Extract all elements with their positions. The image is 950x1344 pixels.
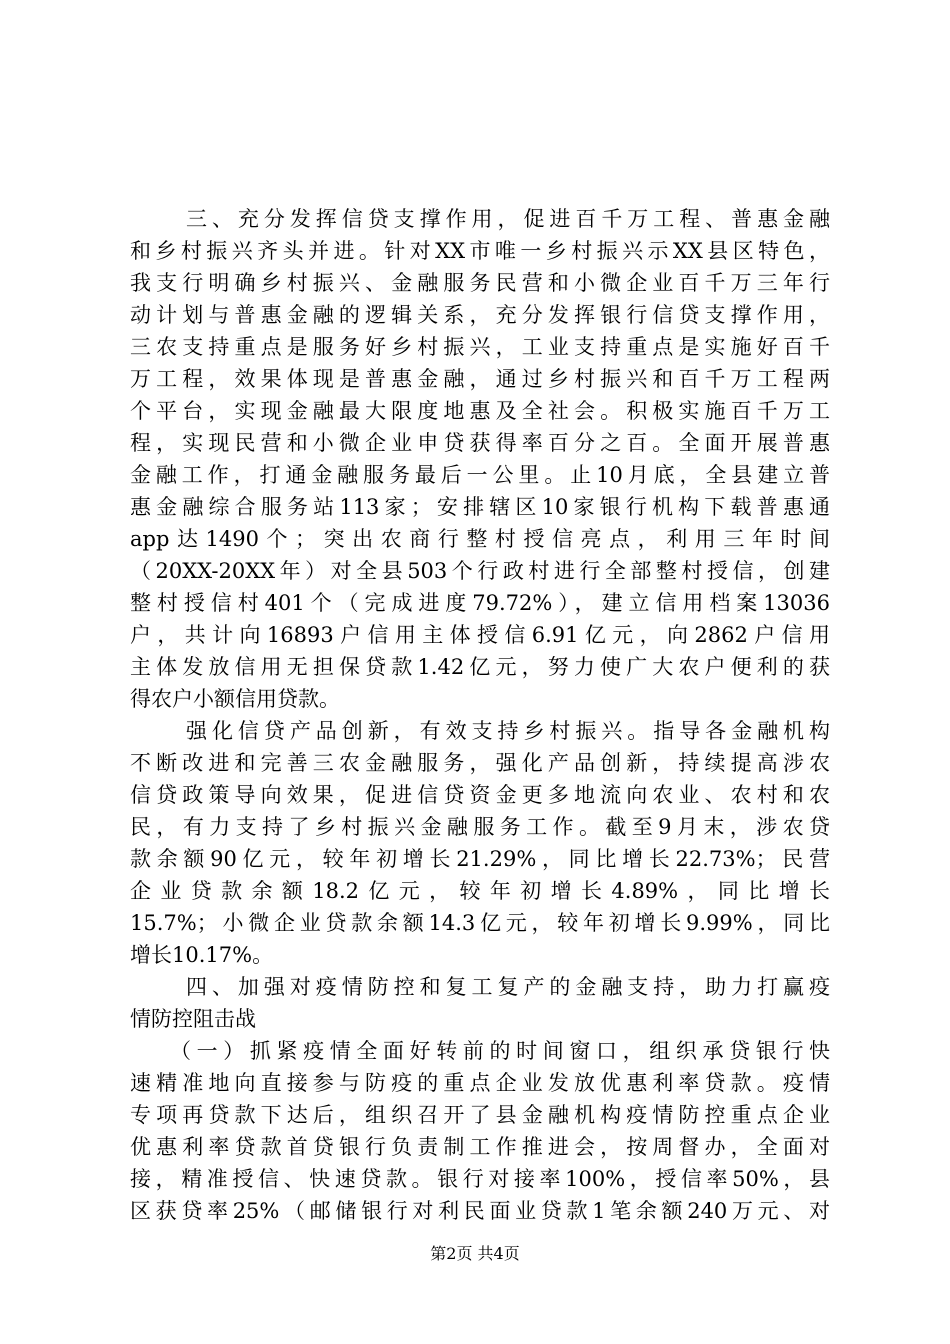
- section-heading: 情防控阻击战: [130, 1007, 256, 1031]
- text-line: 信贷政策导向效果，促进信贷资金更多地流向农业、农村和农: [130, 783, 830, 807]
- text-line: 惠金融综合服务站113家；安排辖区10家银行机构下载普惠通: [130, 495, 830, 519]
- text-line: 增长10.17%。: [130, 943, 274, 967]
- text-line: 整村授信村401个（完成进度79.72%），建立信用档案13036: [130, 591, 830, 615]
- text-line: app达1490个；突出农商行整村授信亮点，利用三年时间: [130, 527, 830, 551]
- text-line: 和乡村振兴齐头并进。针对XX市唯一乡村振兴示XX县区特色，: [130, 239, 830, 263]
- text-line: 程，实现民营和小微企业申贷获得率百分之百。全面开展普惠: [130, 431, 830, 455]
- text-line: 速精准地向直接参与防疫的重点企业发放优惠利率贷款。疫情: [130, 1071, 830, 1095]
- body-text: [130, 203, 830, 1227]
- text-line: 专项再贷款下达后，组织召开了县金融机构疫情防控重点企业: [130, 1103, 830, 1127]
- text-line: 主体发放信用无担保贷款1.42亿元，努力使广大农户便利的获: [130, 655, 830, 679]
- text-line: 我支行明确乡村振兴、金融服务民营和小微企业百千万三年行: [130, 271, 830, 295]
- text-line: 金融工作，打通金融服务最后一公里。止10月底，全县建立普: [130, 463, 830, 487]
- section-heading: 四、加强对疫情防控和复工复产的金融支持，助力打赢疫: [186, 975, 830, 999]
- text-line: 不断改进和完善三农金融服务，强化产品创新，持续提高涉农: [130, 751, 830, 775]
- text-line: 万工程，效果体现是普惠金融，通过乡村振兴和百千万工程两: [130, 367, 830, 391]
- text-line: 强化信贷产品创新，有效支持乡村振兴。指导各金融机构: [186, 719, 830, 743]
- text-line: （一）抓紧疫情全面好转前的时间窗口，组织承贷银行快: [170, 1039, 830, 1063]
- text-line: 区获贷率25%（邮储银行对利民面业贷款1笔余额240万元、对: [130, 1199, 830, 1223]
- text-line: 民，有力支持了乡村振兴金融服务工作。截至9月末，涉农贷: [130, 815, 830, 839]
- text-line: 15.7%；小微企业贷款余额14.3亿元，较年初增长9.99%，同比: [130, 911, 830, 935]
- page-footer: 第2页 共4页: [430, 1244, 520, 1263]
- text-line: 优惠利率贷款首贷银行负责制工作推进会，按周督办，全面对: [130, 1135, 830, 1159]
- text-line: 三农支持重点是服务好乡村振兴，工业支持重点是实施好百千: [130, 335, 830, 359]
- text-line: 企业贷款余额18.2亿元，较年初增长4.89%，同比增长: [130, 879, 830, 903]
- text-line: 动计划与普惠金融的逻辑关系，充分发挥银行信贷支撑作用，: [130, 303, 830, 327]
- text-line: 得农户小额信用贷款。: [130, 687, 340, 711]
- text-line: （20XX-20XX年）对全县503个行政村进行全部整村授信，创建: [130, 559, 830, 583]
- text-line: 个平台，实现金融最大限度地惠及全社会。积极实施百千万工: [130, 399, 830, 423]
- text-line: 接，精准授信、快速贷款。银行对接率100%，授信率50%，县: [130, 1167, 830, 1191]
- text-line: 款余额90亿元，较年初增长21.29%，同比增长22.73%；民营: [130, 847, 830, 871]
- text-line: 户，共计向16893户信用主体授信6.91亿元，向2862户信用: [130, 623, 830, 647]
- text-line: 三、充分发挥信贷支撑作用，促进百千万工程、普惠金融: [186, 207, 830, 231]
